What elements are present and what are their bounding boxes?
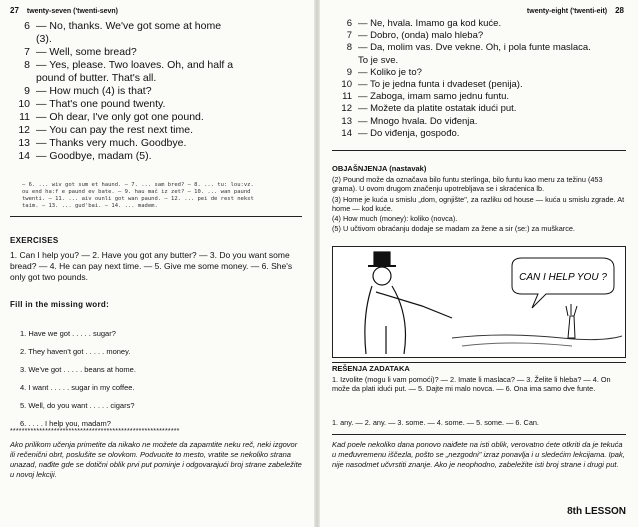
- line-number: 6: [346, 18, 352, 29]
- dialogue-line: [10, 150, 302, 163]
- exercises-title: EXERCISES: [10, 236, 59, 245]
- notes-block: [332, 164, 626, 234]
- line-number: 14: [341, 127, 352, 139]
- divider: [332, 434, 626, 435]
- line-text: — Goodbye, madam (5).: [36, 150, 152, 162]
- dialogue-line: [332, 30, 622, 42]
- line-number: 8: [346, 42, 352, 54]
- pronunciation-line: ou end ha:f e paund ev bate. — 9. hau mač iz zet? — 10. ... wan paund: [22, 189, 251, 195]
- fill-item: 1. Have we got . . . . . sugar?: [20, 329, 116, 338]
- dialogue-line: [332, 128, 622, 140]
- note-item: (5) U učtivom obraćanju dodaje se madam za žene a sir (se:) za muškarce.: [332, 224, 575, 234]
- dialogue-line: [10, 111, 302, 124]
- dialogue-line: [332, 18, 622, 30]
- fill-item: 4. I want . . . . . sugar in my coffee.: [20, 383, 135, 392]
- dialogue-line: [332, 42, 622, 54]
- dialogue-line: [10, 124, 302, 137]
- fill-item: 6. . . . . I help you, madam?: [20, 419, 111, 428]
- note-item: (4) How much (money): koliko (novca).: [332, 214, 458, 224]
- dialogue-line: [10, 98, 302, 111]
- line-number: 9: [346, 66, 352, 78]
- line-text: — Ne, hvala. Imamo ga kod kuće.: [358, 18, 502, 29]
- star-divider: **********************************************************: [10, 428, 180, 435]
- line-number: 14: [18, 150, 30, 162]
- line-number: 13: [341, 115, 352, 127]
- exercises-text: 1. Can I help you? — 2. Have you got any butter? — 3. Do you want some bread? — 4. He can pay next time. — 5. Give me some money. — 6. She's only got two pounds.: [10, 250, 293, 282]
- right-page: [322, 0, 632, 527]
- dialogue-line: [10, 59, 302, 72]
- pronunciation-line: taim. — 13. ... gud'bai. — 14. ... madem.: [22, 203, 158, 209]
- left-note: Ako prilikom učenja primetite da nikako ne možete da zapamtite neku reč, neki izgovor ili rečenični obrt, poslušite se olovkom. Podvucite to mesto, vratite se nekoliko strana unazad, nađite gde se dotični oblik prvi put pominje i odgovarajući broj strane zabeležite u novoj lekciji.: [10, 440, 302, 479]
- fill-item: 3. We've got . . . . . beans at home.: [20, 365, 136, 374]
- right-page-number: 28: [615, 6, 624, 15]
- speech-bubble-text: CAN I HELP YOU ?: [519, 272, 607, 283]
- right-note: Kad poele nekoliko dana ponovo naiđete na isti oblik, verovatno ćete otkriti da je tekuća u međuvremenu iščezla, pošto se „nezgodni" izraz ponavlja i u sledećim lekcijama. Ipak, nije nasodmet učvrstiti znanje. Ako je neophodno, zabeležite isti broj strane i drugi put.: [332, 440, 625, 469]
- dialogue-line: [332, 55, 622, 67]
- line-text: pound of butter. That's all.: [36, 72, 157, 84]
- left-page: [0, 0, 312, 527]
- fill-item: 2. They haven't got . . . . . money.: [20, 347, 131, 356]
- divider: [332, 150, 626, 151]
- line-number: 6: [24, 20, 30, 32]
- line-number: 10: [18, 98, 30, 110]
- line-text: — How much (4) is that?: [36, 85, 152, 97]
- line-number: 10: [341, 79, 352, 91]
- pronunciation-line: twenti. — 11. ... aiv ounli got wan paund. — 12. ... pei de rest nekst: [22, 196, 254, 202]
- dialogue-line: [332, 79, 622, 91]
- line-number: 11: [342, 91, 352, 103]
- divider: [10, 216, 302, 217]
- line-text: — Mnogo hvala. Do viđenja.: [358, 115, 478, 127]
- line-number: 7: [24, 46, 30, 58]
- line-text: (3).: [36, 33, 52, 45]
- fill-item: 5. Well, do you want . . . . . cigars?: [20, 401, 135, 410]
- dialogue-line: [10, 72, 302, 85]
- dialogue-line: [332, 67, 622, 79]
- dialogue-line: [10, 137, 302, 150]
- notes-list: [332, 175, 626, 233]
- fill-list: [20, 325, 302, 433]
- notes-title: OBJAŠNJENJA (nastavak): [332, 164, 427, 173]
- dialogue-line: [332, 103, 622, 115]
- cartoon-illustration: [332, 246, 626, 358]
- line-number: 7: [346, 30, 352, 42]
- dialogue-line: [10, 33, 302, 46]
- answers-title: REŠENJA ZADATAKA: [332, 364, 410, 373]
- book-gutter: [314, 0, 320, 527]
- line-number: 12: [341, 103, 352, 115]
- line-number: 8: [24, 59, 30, 71]
- lesson-label: 8th LESSON: [567, 506, 626, 517]
- divider: [332, 362, 626, 363]
- line-text: — Koliko je to?: [358, 66, 422, 78]
- line-text: — That's one pound twenty.: [36, 98, 166, 110]
- line-number: 13: [18, 137, 30, 149]
- line-text: — Oh dear, I've only got one pound.: [36, 111, 204, 123]
- right-head-text: twenty-eight ('twenti-eit): [526, 8, 608, 15]
- pronunciation-block: [22, 182, 304, 210]
- note-item: (3) Home je kuća u smislu „dom, ognjište", za razliku od house — kuća u smislu zgrade. At home — kod kuće.: [332, 194, 625, 213]
- left-dialogue: [10, 20, 302, 163]
- dialogue-line: [10, 85, 302, 98]
- dialogue-line: [10, 46, 302, 59]
- line-text: — Da, molim vas. Dve vekne. Oh, i pola funte maslaca.: [358, 42, 591, 54]
- line-number: 12: [18, 124, 30, 136]
- dialogue-line: [332, 91, 622, 103]
- fill-answers: 1. any. — 2. any. — 3. some. — 4. some. — 5. some. — 6. Can.: [332, 418, 539, 427]
- right-dialogue: [332, 18, 622, 140]
- left-running-head: [4, 6, 118, 15]
- fill-title: Fill in the missing word:: [10, 300, 110, 309]
- left-head-text: twenty-seven ('twenti-sevn): [26, 8, 118, 15]
- note-item: (2) Pound može da označava bilo funtu sterlinga, bilo funtu kao meru za težinu (453 grama). U ovom drugom značenju upotrebljava se i skraćenica lb.: [332, 175, 603, 194]
- line-text: — To je jedna funta i dvadeset (penija).: [358, 79, 523, 91]
- line-text: — Yes, please. Two loaves. Oh, and half a: [36, 59, 234, 71]
- line-text: — No, thanks. We've got some at home: [36, 20, 222, 32]
- left-page-number: 27: [10, 6, 19, 15]
- line-text: To je sve.: [358, 54, 399, 66]
- dialogue-line: [332, 116, 622, 128]
- dialogue-line: [10, 20, 302, 33]
- line-text: — Well, some bread?: [36, 46, 137, 58]
- line-text: — Thanks very much. Goodbye.: [36, 137, 187, 149]
- pronunciation-line: — 6. ... wiv got sum et haund. — 7. ... sam bred? — 8. ... tu: lou:vz.: [22, 182, 254, 188]
- line-text: — Zaboga, imam samo jednu funtu.: [358, 91, 510, 103]
- line-text: — You can pay the rest next time.: [36, 124, 194, 136]
- line-text: — Do viđenja, gospođo.: [358, 127, 460, 139]
- line-text: — Dobro, (onda) malo hleba?: [358, 30, 484, 42]
- answers-text: 1. Izvolite (mogu li vam pomoći)? — 2. Imate li maslaca? — 3. Želite li hleba? — 4. On može da plati idući put. — 5. Dajte mi malo novca. — 6. Ona ima samo dve funte.: [332, 375, 611, 394]
- line-text: — Možete da platite ostatak idući put.: [358, 103, 517, 115]
- right-running-head: [527, 6, 630, 15]
- line-number: 9: [24, 85, 30, 97]
- line-number: 11: [19, 111, 30, 123]
